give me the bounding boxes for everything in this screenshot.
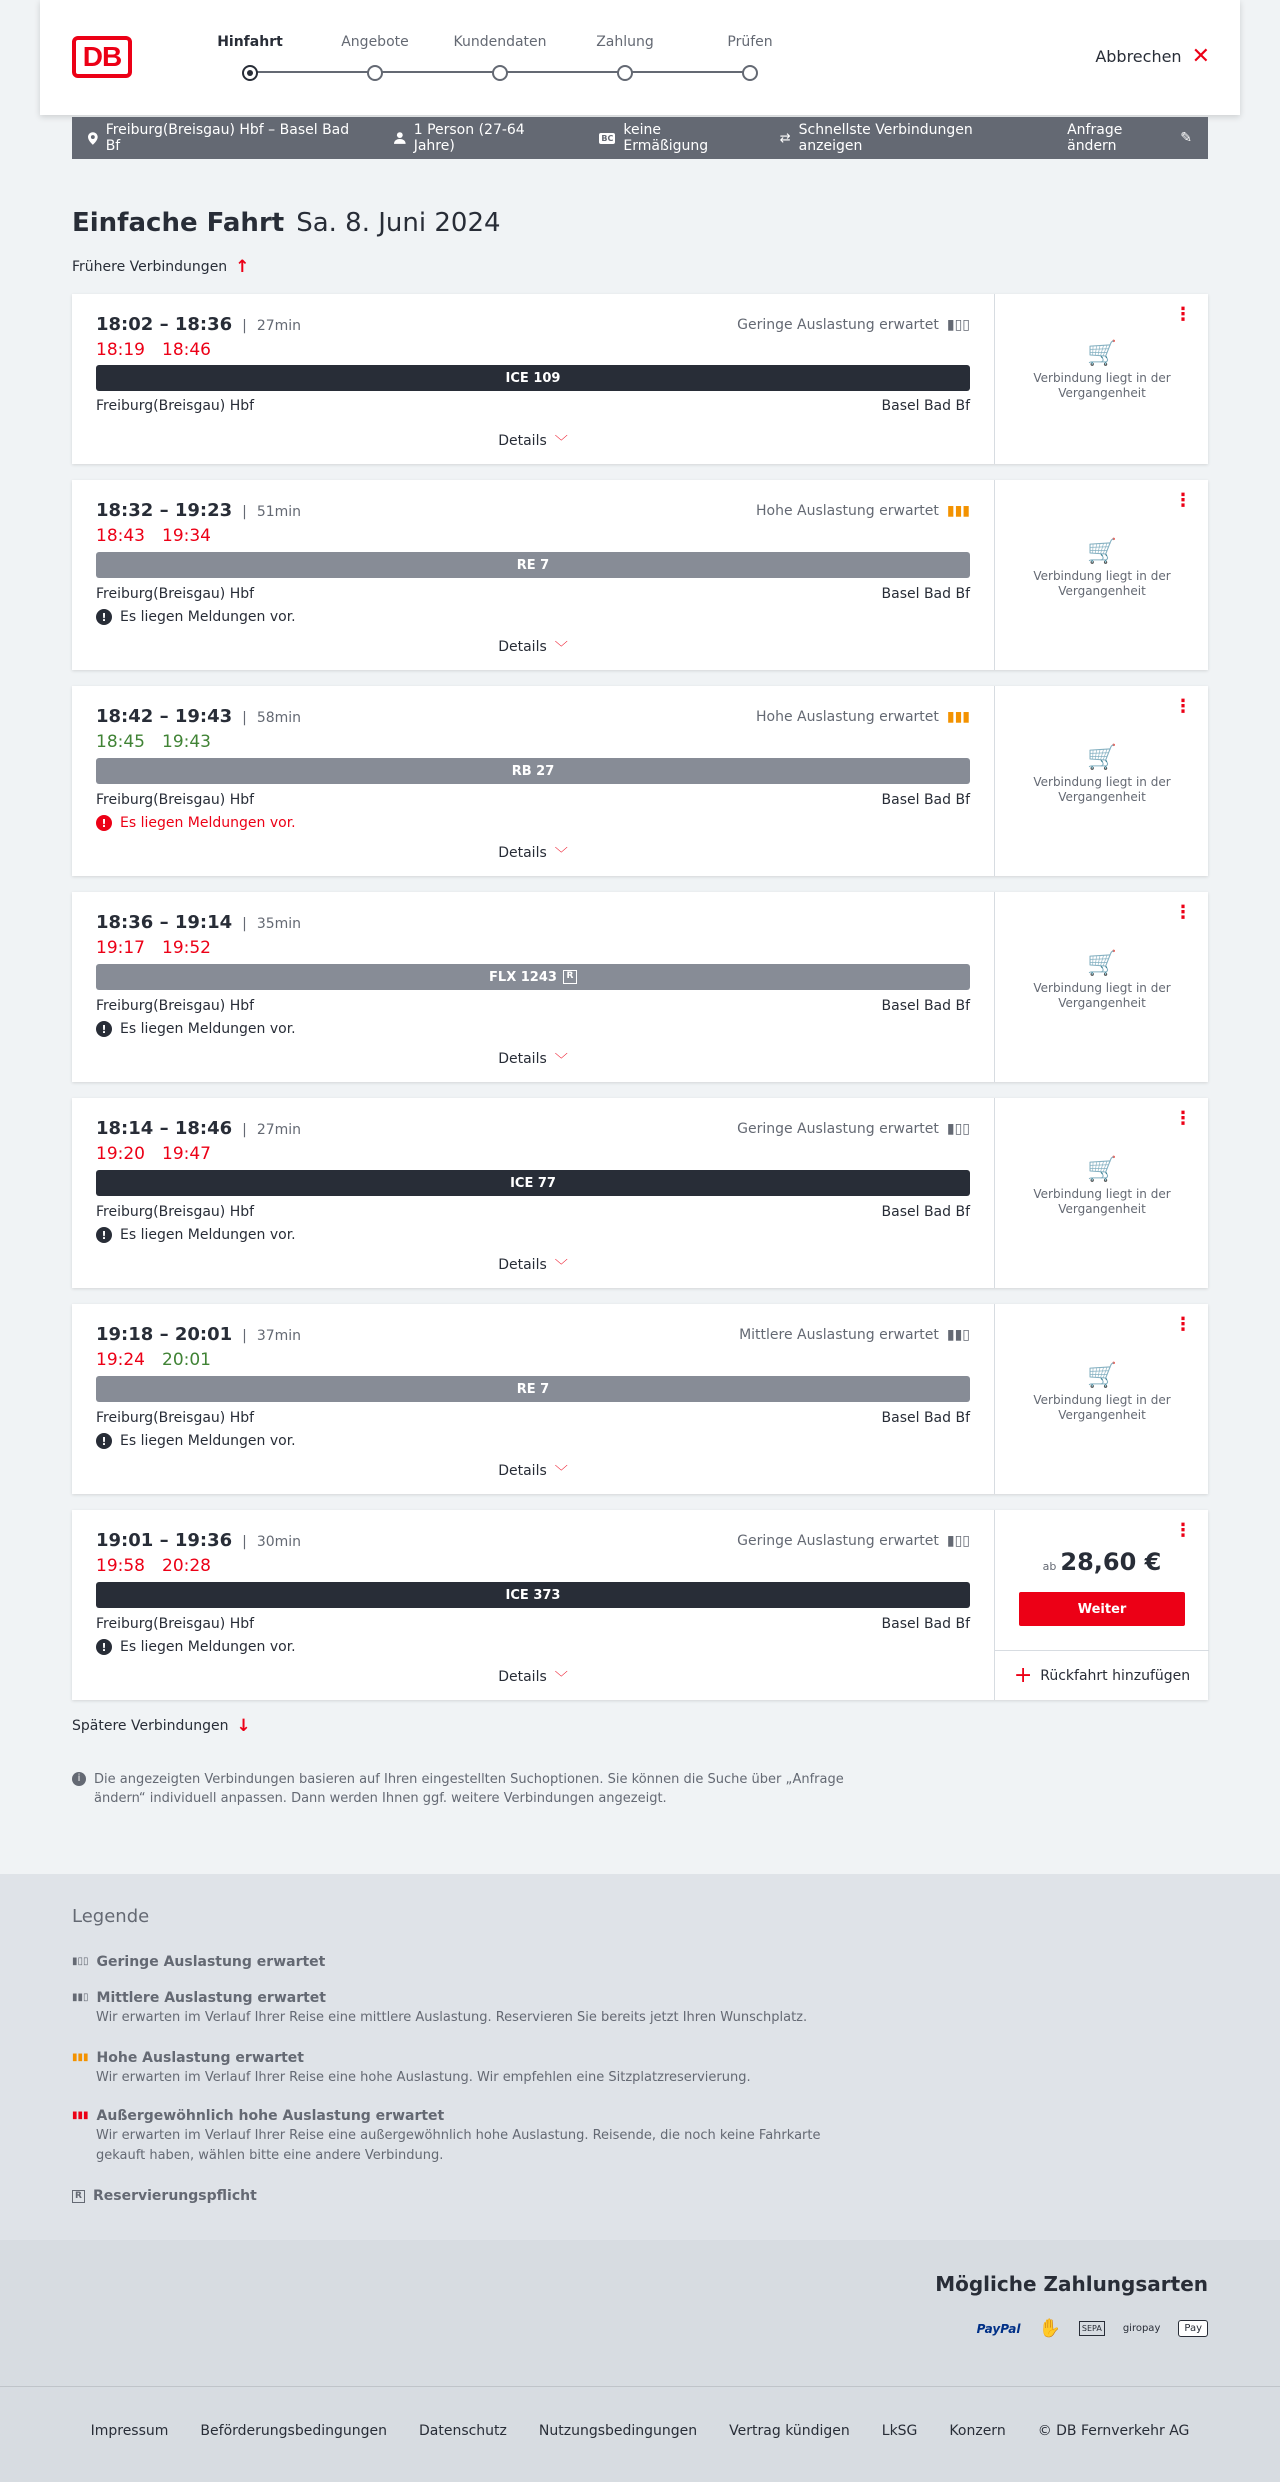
load-indicator: Geringe Auslastung erwartet ▮▯▯ [737, 1533, 970, 1549]
alert-icon: ! [96, 609, 112, 625]
payment-methods-section: Mögliche Zahlungsarten PayPal ✋ SEPA giropay Pay [0, 2240, 1280, 2386]
details-toggle[interactable]: Details ﹀ [498, 432, 568, 450]
load-indicator: Geringe Auslastung erwartet ▮▯▯ [737, 317, 970, 333]
footer-link-impressum[interactable]: Impressum [90, 2423, 169, 2439]
discount-summary: BC keine Ermäßigung [601, 122, 709, 154]
low-load-icon: ▮▯▯ [946, 1121, 970, 1137]
connection-card[interactable]: 18:36 – 19:14 | 35min 19:17 19:52 FLX 1243 R Freiburg(Breisgau) Hbf Basel Bad Bf ! Es liegen Meldungen vor. Details ﹀ ⋮ 🛒 Verbindung liegt in der Vergangenheit [72, 892, 1208, 1082]
later-connections-link[interactable]: Spätere Verbindungen ↓ [72, 1716, 251, 1736]
departure-station: Freiburg(Breisgau) Hbf [96, 398, 255, 414]
train-bar[interactable]: RE 7 [96, 1376, 970, 1402]
sepa-icon: SEPA [1079, 2321, 1105, 2336]
connection-card[interactable]: 19:18 – 20:01 | 37min 19:24 20:01 Mittlere Auslastung erwartet ▮▮▯ RE 7 Freiburg(Breisgau) Hbf Basel Bad Bf ! Es liegen Meldungen vor. Details ﹀ ⋮ 🛒 Verbindung liegt in der Vergangenheit [72, 1304, 1208, 1494]
departure-station: Freiburg(Breisgau) Hbf [96, 998, 255, 1014]
chevron-down-icon: ﹀ [554, 1671, 568, 1686]
message-notice[interactable]: ! Es liegen Meldungen vor. [96, 609, 296, 625]
earlier-connections-link[interactable]: Frühere Verbindungen ↑ [72, 257, 250, 277]
footer-link-vertrag-kuendigen[interactable]: Vertrag kündigen [729, 2423, 850, 2439]
low-load-icon: ▮▯▯ [72, 1956, 89, 1967]
giropay-icon: giropay [1122, 2323, 1161, 2334]
connection-card[interactable]: 19:01 – 19:36 | 30min 19:58 20:28 Geringe Auslastung erwartet ▮▯▯ ICE 373 Freiburg(Breisgau) Hbf Basel Bad Bf ! Es liegen Meldungen vor. Details ﹀ ⋮ ab 28,60 € Weiter + Rückfahrt hinzufügen [72, 1510, 1208, 1700]
step-hinfahrt[interactable]: Hinfahrt [180, 34, 320, 81]
details-toggle[interactable]: Details ﹀ [498, 1668, 568, 1686]
medium-load-icon: ▮▮▯ [946, 1327, 970, 1343]
train-bar[interactable]: ICE 373 [96, 1582, 970, 1608]
legend-item: R Reservierungspflicht [72, 2186, 872, 2206]
arrow-down-icon: ↓ [236, 1716, 251, 1736]
realtime-times: 18:43 19:34 [96, 526, 211, 546]
load-indicator: Geringe Auslastung erwartet ▮▯▯ [737, 1121, 970, 1137]
cart-unavailable-icon: 🛒 [1087, 1155, 1117, 1183]
swap-arrows-icon: ⇄ [779, 130, 791, 146]
medium-load-icon: ▮▮▯ [72, 1992, 89, 2003]
legend-item: ▮▮▯ Mittlere Auslastung erwartet Wir erwarten im Verlauf Ihrer Reise eine mittlere Auslastung. Reservieren Sie bereits jetzt Ihren Wunschplatz. [72, 1990, 808, 2025]
arrival-station: Basel Bad Bf [881, 792, 970, 808]
load-indicator: Hohe Auslastung erwartet ▮▮▮ [756, 503, 970, 519]
chevron-down-icon: ﹀ [554, 1259, 568, 1274]
close-icon: ✕ [1191, 43, 1210, 69]
price: ab 28,60 € [1042, 1548, 1162, 1576]
alert-icon: ! [96, 1639, 112, 1655]
arrival-station: Basel Bad Bf [881, 586, 970, 602]
realtime-times: 18:19 18:46 [96, 340, 211, 360]
db-logo[interactable]: DB [72, 36, 132, 78]
footer-link-befoerderungsbedingungen[interactable]: Beförderungsbedingungen [200, 2423, 387, 2439]
add-return-trip-button[interactable]: + Rückfahrt hinzufügen [995, 1650, 1209, 1700]
high-load-icon: ▮▮▮ [946, 503, 970, 519]
arrival-station: Basel Bad Bf [881, 398, 970, 414]
bahncard-icon: BC [601, 133, 614, 143]
load-indicator: Hohe Auslastung erwartet ▮▮▮ [756, 709, 970, 725]
details-toggle[interactable]: Details ﹀ [498, 1256, 568, 1274]
train-bar[interactable]: ICE 109 [96, 365, 970, 391]
message-notice[interactable]: ! Es liegen Meldungen vor. [96, 1227, 296, 1243]
low-load-icon: ▮▯▯ [946, 317, 970, 333]
details-toggle[interactable]: Details ﹀ [498, 1462, 568, 1480]
pencil-icon: ✎ [1180, 130, 1193, 146]
train-bar[interactable]: ICE 77 [96, 1170, 970, 1196]
realtime-times: 19:58 20:28 [96, 1556, 211, 1576]
train-bar[interactable]: FLX 1243 R [96, 964, 970, 990]
departure-station: Freiburg(Breisgau) Hbf [96, 1616, 255, 1632]
departure-station: Freiburg(Breisgau) Hbf [96, 1204, 255, 1220]
arrival-station: Basel Bad Bf [881, 1204, 970, 1220]
cart-unavailable-icon: 🛒 [1087, 949, 1117, 977]
route-summary: Freiburg(Breisgau) Hbf – Basel Bad Bf [88, 122, 360, 154]
arrival-station: Basel Bad Bf [881, 1410, 970, 1426]
alert-icon: ! [96, 815, 112, 831]
footer-copyright: © DB Fernverkehr AG [1037, 2423, 1190, 2439]
reservation-required-icon: R [563, 970, 577, 984]
chevron-down-icon: ﹀ [554, 1053, 568, 1068]
step-angebote[interactable]: Angebote [305, 34, 445, 81]
location-pin-icon [88, 132, 98, 145]
more-options-icon[interactable]: ⋮ [1174, 902, 1192, 923]
arrival-station: Basel Bad Bf [881, 1616, 970, 1632]
departure-station: Freiburg(Breisgau) Hbf [96, 792, 255, 808]
alert-icon: ! [96, 1227, 112, 1243]
more-options-icon[interactable]: ⋮ [1174, 1108, 1192, 1129]
persons-summary: 1 Person (27-64 Jahre) [394, 122, 565, 154]
search-info-note: i Die angezeigten Verbindungen basieren auf Ihren eingestellten Suchoptionen. Sie können die Suche über „Anfrage ändern“ individuell anpassen. Dann werden Ihnen ggf. weitere Verbindungen angezeigt. [72, 1770, 852, 1808]
cart-unavailable-icon: 🛒 [1087, 537, 1117, 565]
chevron-down-icon: ﹀ [554, 641, 568, 656]
info-icon: i [72, 1772, 86, 1786]
details-toggle[interactable]: Details ﹀ [498, 844, 568, 862]
edit-request-button[interactable]: Anfrage ändern ✎ [1067, 122, 1193, 154]
message-notice[interactable]: ! Es liegen Meldungen vor. [96, 1639, 296, 1655]
train-bar[interactable]: RB 27 [96, 758, 970, 784]
search-summary-bar [72, 117, 1208, 159]
departure-station: Freiburg(Breisgau) Hbf [96, 586, 255, 602]
footer-link-konzern[interactable]: Konzern [949, 2423, 1006, 2439]
details-toggle[interactable]: Details ﹀ [498, 638, 568, 656]
message-notice[interactable]: ! Es liegen Meldungen vor. [96, 815, 296, 831]
more-options-icon[interactable]: ⋮ [1174, 304, 1192, 325]
continue-button[interactable]: Weiter [1019, 1592, 1185, 1626]
realtime-times: 18:45 19:43 [96, 732, 211, 752]
connection-card[interactable]: 18:02 – 18:36 | 27min 18:19 18:46 Geringe Auslastung erwartet ▮▯▯ ICE 109 Freiburg(Breisgau) Hbf Basel Bad Bf Details ﹀ ⋮ 🛒 Verbindung liegt in der Vergangenheit [72, 294, 1208, 464]
more-options-icon[interactable]: ⋮ [1174, 696, 1192, 717]
cancel-button[interactable]: Abbrechen ✕ [1095, 43, 1210, 69]
message-notice[interactable]: ! Es liegen Meldungen vor. [96, 1021, 296, 1037]
footer-link-nutzungsbedingungen[interactable]: Nutzungsbedingungen [538, 2423, 698, 2439]
alert-icon: ! [96, 1021, 112, 1037]
progress-stepper [180, 34, 780, 84]
plus-icon: + [1013, 1662, 1033, 1688]
realtime-times: 19:24 20:01 [96, 1350, 211, 1370]
page-title: Einfache Fahrt Sa. 8. Juni 2024 [72, 208, 501, 238]
connection-card[interactable]: 18:14 – 18:46 | 27min 19:20 19:47 Geringe Auslastung erwartet ▮▯▯ ICE 77 Freiburg(Breisgau) Hbf Basel Bad Bf ! Es liegen Meldungen vor. Details ﹀ ⋮ 🛒 Verbindung liegt in der Vergangenheit [72, 1098, 1208, 1288]
alert-icon: ! [96, 1433, 112, 1449]
connection-card[interactable]: 18:32 – 19:23 | 51min 18:43 19:34 Hohe Auslastung erwartet ▮▮▮ RE 7 Freiburg(Breisgau) Hbf Basel Bad Bf ! Es liegen Meldungen vor. Details ﹀ ⋮ 🛒 Verbindung liegt in der Vergangenheit [72, 480, 1208, 670]
more-options-icon[interactable]: ⋮ [1174, 1314, 1192, 1335]
cart-unavailable-icon: 🛒 [1087, 1361, 1117, 1389]
chevron-down-icon: ﹀ [554, 1465, 568, 1480]
header [40, 0, 1240, 115]
chevron-down-icon: ﹀ [554, 847, 568, 862]
person-icon [394, 132, 406, 144]
apple-pay-icon: Pay [1178, 2320, 1208, 2337]
load-indicator: Mittlere Auslastung erwartet ▮▮▯ [739, 1327, 970, 1343]
legend-item: ▮▯▯ Geringe Auslastung erwartet [72, 1954, 326, 1970]
high-load-icon: ▮▮▮ [72, 2052, 89, 2063]
legend-item: ▮▮▮ Hohe Auslastung erwartet Wir erwarten im Verlauf Ihrer Reise eine hohe Auslastung. Wir empfehlen eine Sitzplatzreservierung. [72, 2050, 751, 2085]
low-load-icon: ▮▯▯ [946, 1533, 970, 1549]
realtime-times: 19:17 19:52 [96, 938, 211, 958]
chevron-down-icon: ﹀ [554, 435, 568, 450]
step-kundendaten[interactable]: Kundendaten [430, 34, 570, 81]
step-pruefen[interactable]: Prüfen [680, 34, 820, 81]
message-notice[interactable]: ! Es liegen Meldungen vor. [96, 1433, 296, 1449]
footer-link-lksg[interactable]: LkSG [881, 2423, 918, 2439]
contactless-card-icon: ✋ [1038, 2318, 1061, 2339]
legend-section: Legende ▮▯▯ Geringe Auslastung erwartet ▮▮▯ Mittlere Auslastung erwartet Wir erwarten im Verlauf Ihrer Reise eine mittlere Auslastung. Reservieren Sie bereits jetzt Ihren Wunschplatz. ▮▮▮ Hohe Auslastung erwartet Wir erwarten im Verlauf Ihrer Reise eine hohe Auslastung. Wir empfehlen eine Sitzplatzreservierung. ▮▮▮ Außergewöhnlich hohe Auslastung erwartet Wir erwarten im Verlauf Ihrer Reise eine außergewöhnlich hohe Auslastung. Reisende, die noch keine Fahrkarte gekauft haben, wählen bitte eine andere Verbindung. R Reservierungspflicht [0, 1874, 1280, 2240]
reservation-required-icon: R [72, 2190, 85, 2203]
cart-unavailable-icon: 🛒 [1087, 339, 1117, 367]
departure-station: Freiburg(Breisgau) Hbf [96, 1410, 255, 1426]
more-options-icon[interactable]: ⋮ [1174, 490, 1192, 511]
legend-item: ▮▮▮ Außergewöhnlich hohe Auslastung erwartet Wir erwarten im Verlauf Ihrer Reise eine außergewöhnlich hohe Auslastung. Reisende, die noch keine Fahrkarte gekauft haben, wählen bitte eine andere Verbindung. [72, 2108, 821, 2163]
mode-summary: ⇄ Schnellste Verbindungen anzeigen [779, 122, 973, 154]
details-toggle[interactable]: Details ﹀ [498, 1050, 568, 1068]
footer [0, 2386, 1280, 2482]
cart-unavailable-icon: 🛒 [1087, 743, 1117, 771]
more-options-icon[interactable]: ⋮ [1174, 1520, 1192, 1541]
high-load-icon: ▮▮▮ [946, 709, 970, 725]
paypal-icon: PayPal [976, 2321, 1021, 2336]
realtime-times: 19:20 19:47 [96, 1144, 211, 1164]
train-bar[interactable]: RE 7 [96, 552, 970, 578]
step-zahlung[interactable]: Zahlung [555, 34, 695, 81]
exceptional-load-icon: ▮▮▮ [72, 2110, 89, 2121]
footer-link-datenschutz[interactable]: Datenschutz [418, 2423, 507, 2439]
arrow-up-icon: ↑ [235, 257, 250, 277]
arrival-station: Basel Bad Bf [881, 998, 970, 1014]
connection-card[interactable]: 18:42 – 19:43 | 58min 18:45 19:43 Hohe Auslastung erwartet ▮▮▮ RB 27 Freiburg(Breisgau) Hbf Basel Bad Bf ! Es liegen Meldungen vor. Details ﹀ ⋮ 🛒 Verbindung liegt in der Vergangenheit [72, 686, 1208, 876]
